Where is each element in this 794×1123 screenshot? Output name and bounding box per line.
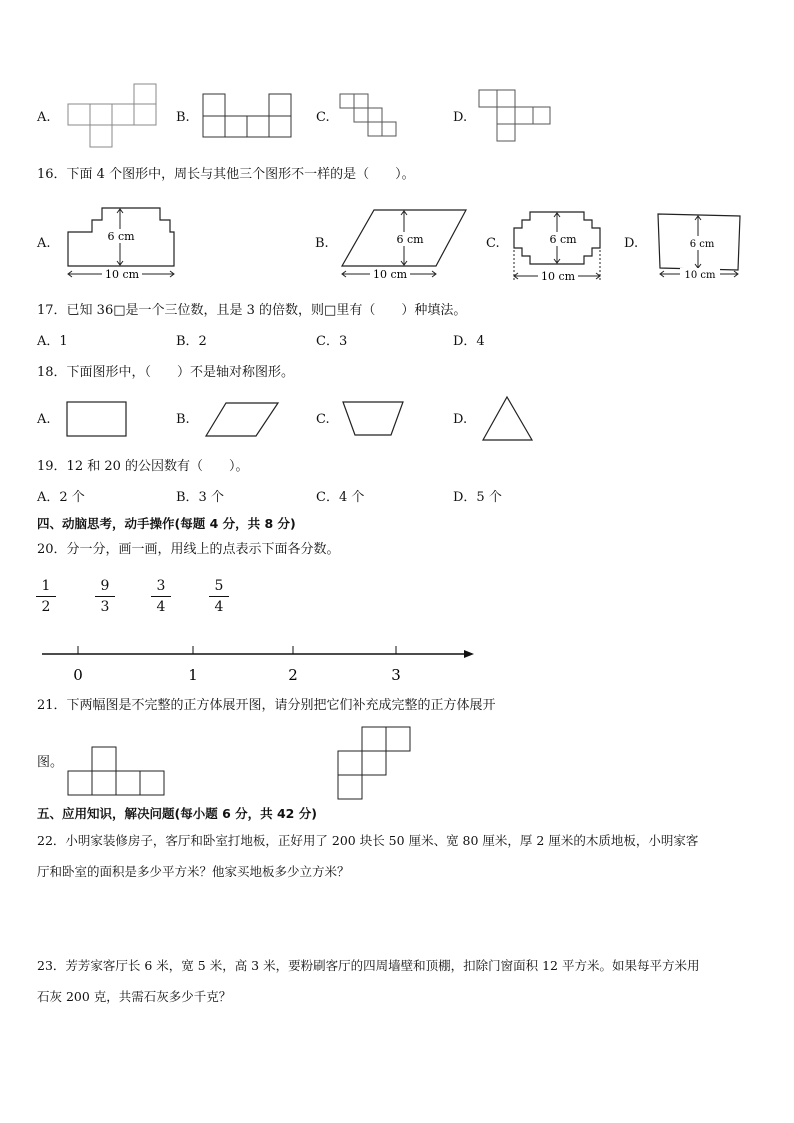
q16-b-width: 10 cm <box>372 268 408 281</box>
q16-option-d-label: D. <box>624 236 639 251</box>
q16-question: 16．下面 4 个图形中，周长与其他三个图形不一样的是（ ）。 <box>37 167 415 182</box>
fraction-numerator: 3 <box>156 578 166 594</box>
q16-b-height: 6 cm <box>396 233 424 246</box>
fraction-denominator: 2 <box>41 599 51 615</box>
q16-c-width: 10 cm <box>540 270 576 283</box>
fraction-1-2 <box>34 577 58 616</box>
q18-question: 18．下面图形中，（ ）不是轴对称图形。 <box>37 365 295 380</box>
q15-net-c <box>339 93 399 139</box>
fraction-numerator: 1 <box>41 578 51 594</box>
fraction-denominator: 3 <box>100 599 110 615</box>
tick-label-2: 2 <box>288 666 298 684</box>
tick-label-3: 3 <box>391 666 401 684</box>
q15-net-d <box>478 89 552 143</box>
q18-parallelogram-shape <box>204 401 280 439</box>
q21-question-continued: 图。 <box>37 755 64 770</box>
tick-label-0: 0 <box>73 666 83 684</box>
q16-d-width: 10 cm <box>684 270 716 281</box>
q19-option-a: A．2 个 <box>37 490 85 505</box>
q19-option-d: D．5 个 <box>453 490 502 505</box>
q17-question: 17．已知 36□是一个三位数，且是 3 的倍数，则□里有（ ）种填法。 <box>37 303 467 318</box>
q22-line-2: 厅和卧室的面积是多少平方米？他家买地板多少立方米？ <box>37 864 350 879</box>
tick-label-1: 1 <box>188 666 198 684</box>
q16-figure-d <box>652 208 744 282</box>
section-5-heading: 五、应用知识，解决问题(每小题 6 分，共 42 分) <box>37 806 317 821</box>
q15-net-a <box>67 83 159 149</box>
q17-option-c: C．3 <box>316 334 348 349</box>
fraction-3-4 <box>149 577 173 616</box>
q15-option-a-label: A. <box>37 110 51 125</box>
q16-figure-a <box>62 204 178 282</box>
q21-net-left <box>66 746 168 798</box>
q15-net-b <box>202 93 294 139</box>
q22-line-1: 22．小明家装修房子，客厅和卧室打地板，正好用了 200 块长 50 厘米、宽 80 厘米，厚 2 厘米的木质地板，小明家客 <box>37 833 699 848</box>
q19-question: 19．12 和 20 的公因数有（ ）。 <box>37 459 249 474</box>
q16-option-c-label: C. <box>486 236 500 251</box>
q16-a-width: 10 cm <box>104 268 140 281</box>
q15-option-b-label: B. <box>176 110 190 125</box>
q20-question: 20．分一分，画一画，用线上的点表示下面各分数。 <box>37 542 340 557</box>
q19-option-b: B．3 个 <box>176 490 224 505</box>
q16-d-height: 6 cm <box>689 239 715 250</box>
q17-option-b: B．2 <box>176 334 207 349</box>
q16-figure-c <box>508 208 608 286</box>
fraction-denominator: 4 <box>156 599 166 615</box>
section-4-heading: 四、动脑思考，动手操作(每题 4 分，共 8 分) <box>37 516 296 531</box>
q16-option-a-label: A. <box>37 236 51 251</box>
q17-option-a: A．1 <box>37 334 68 349</box>
number-line <box>40 640 480 686</box>
q18-rectangle-shape <box>66 401 128 439</box>
fraction-9-3 <box>93 577 117 616</box>
q23-line-2: 石灰 200 克，共需石灰多少千克？ <box>37 989 232 1004</box>
fraction-numerator: 5 <box>214 578 224 594</box>
q16-figure-b <box>338 204 470 282</box>
q19-option-c: C．4 个 <box>316 490 365 505</box>
q21-net-right <box>337 726 413 804</box>
q18-trapezoid-shape <box>341 400 405 438</box>
q18-option-a-label: A. <box>37 412 51 427</box>
q23-line-1: 23．芳芳家客厅长 6 米，宽 5 米，高 3 米，要粉刷客厅的四周墙壁和顶棚，扣除门窗面积 12 平方米。如果每平方米用 <box>37 958 700 973</box>
q15-option-d-label: D. <box>453 110 468 125</box>
q16-option-b-label: B. <box>315 236 329 251</box>
q18-option-c-label: C. <box>316 412 330 427</box>
q16-c-height: 6 cm <box>549 233 577 246</box>
fraction-5-4 <box>207 577 231 616</box>
q15-option-c-label: C. <box>316 110 330 125</box>
q16-a-height: 6 cm <box>107 230 135 243</box>
fraction-numerator: 9 <box>100 578 110 594</box>
q18-triangle-shape <box>481 395 535 443</box>
q18-option-b-label: B. <box>176 412 190 427</box>
q21-question: 21．下两幅图是不完整的正方体展开图，请分别把它们补充成完整的正方体展开 <box>37 698 496 713</box>
fraction-denominator: 4 <box>214 599 224 615</box>
q17-option-d: D．4 <box>453 334 485 349</box>
q18-option-d-label: D. <box>453 412 468 427</box>
